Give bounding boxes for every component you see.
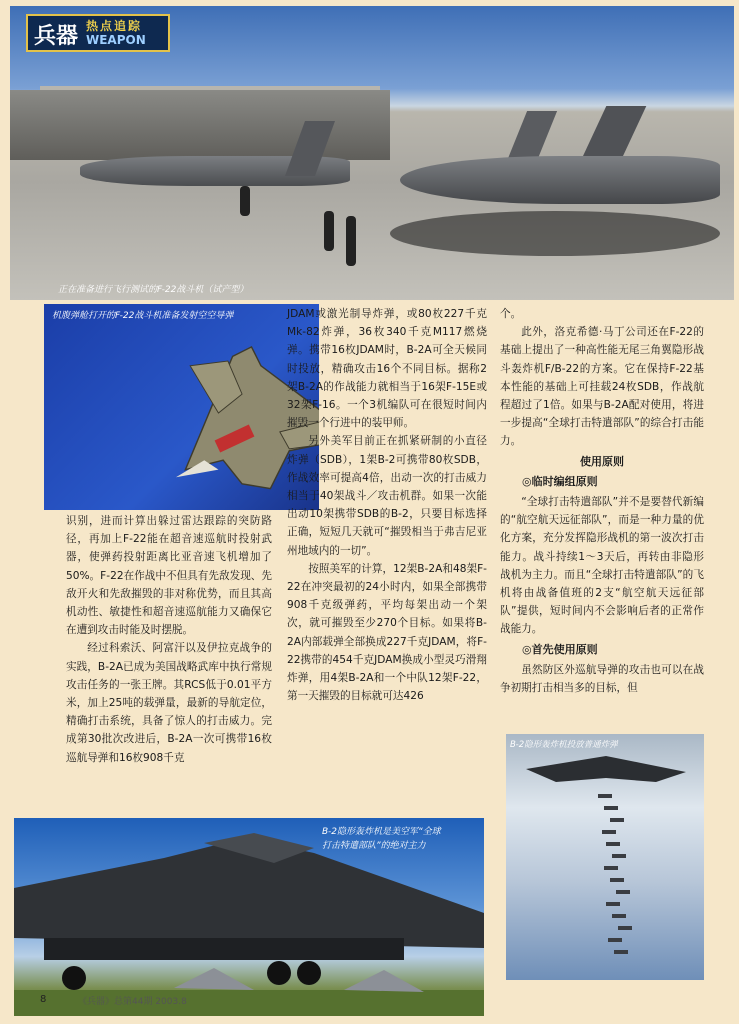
mid-photo-f22-weapons-bay	[44, 304, 319, 510]
section-tag	[26, 14, 170, 52]
bombing-photo-caption: B-2隐形轰炸机投放普通炸弹	[510, 740, 618, 750]
ground-crew-person	[346, 216, 356, 266]
section-tag-main: 兵器	[34, 24, 79, 49]
subsection-heading: ◎临时编组原则	[522, 474, 598, 488]
article-column-2	[287, 305, 487, 705]
subsection-heading: ◎首先使用原则	[522, 642, 598, 656]
f22-topview-illustration	[84, 328, 319, 498]
ground-crew-person	[240, 186, 250, 216]
paragraph: 此外，洛克希德·马丁公司还在F-22的基础上提出了一种高性能无尾三角翼隐形战斗轰炸机F/B-22的方案。它在保持F-22基本性能的基础上可挂载24枚SDB，作战航程超过了1倍。如果与B-2A配对使用，将进一步提高“全球打击特遣部队”的综合打击能力。	[500, 326, 704, 448]
paragraph: “全球打击特遣部队”并不是要替代新编的“航空航天远征部队”，而是一种力量的优化方案，充分发挥隐形战机的第一波次打击能力。战斗持续1～3天后，再转由非隐形战机为主力。而且“全球打击特遣部队”的飞机将由战备值班的2支“航空航天远征部队”提供，短时间内不会影响后者的正常作战能力。	[500, 496, 704, 636]
b2-photo-caption-line1: B-2隐形轰炸机是美空军“全球	[322, 827, 441, 837]
section-tag-sub: 热点追踪	[86, 19, 143, 33]
top-photo-caption: 正在准备进行飞行测试的F-22战斗机（试产型）	[58, 285, 249, 295]
b2-photo-caption-line2: 打击特遣部队”的绝对主力	[322, 841, 426, 851]
article-column-1	[66, 512, 272, 767]
paragraph: 识别，进而计算出躲过雷达跟踪的突防路径，再加上F-22能在超音速巡航时投射武器，使弹药投射距离比亚音速飞机增加了50%。F-22在作战中不但具有先敌发现、先敌开火和先敌摧毁的非对称优势，而且其高机动性、敏捷性和超音速巡航能力又确保它在遭到攻击时能及时摆脱。	[66, 515, 272, 637]
b2-dropping-bombs-illustration	[506, 734, 704, 980]
page-number: 8	[40, 994, 47, 1005]
section-heading: 使用原则	[580, 454, 624, 468]
article-column-3	[500, 305, 704, 697]
paragraph: 虽然防区外巡航导弹的攻击也可以在战争初期打击相当多的目标，但	[500, 663, 704, 695]
paragraph: 个。	[500, 308, 522, 320]
paragraph: 另外美军目前正在抓紧研制的小直径炸弹（SDB），1架B-2可携带80枚SDB，作战效率可提高4倍，出动一次的打击威力相当于40架战斗／攻击机群。如果一次能出动10架携带SDB的B-2，只要目标选择正确，短短几天就可“摧毁相当于弗吉尼亚州地域内的一切”。	[287, 435, 487, 557]
section-tag-en: WEAPON	[86, 33, 146, 47]
paragraph: JDAM或激光制导炸弹，或80枚227千克Mk-82炸弹，36枚340千克M117燃烧弹。携带16枚JDAM时，B-2A可全天候同时投放，精确攻击16个不同目标。据称2架B-2A的作战能力就相当于16架F-15E或32架F-16。一个3机编队可在很短时间内摧毁一个行进中的装甲师。	[287, 308, 487, 430]
paragraph: 经过科索沃、阿富汗以及伊拉克战争的实践，B-2A已成为美国战略武库中执行常规攻击任务的一张王牌。其RCS低于0.01平方米，加上25吨的载弹量，最新的导航定位，精确打击系统，具备了惊人的打击威力。完成第30批次改进后，B-2A一次可携带16枚巡航导弹和16枚908千克	[66, 642, 272, 764]
ground-crew-person	[324, 211, 334, 251]
mid-photo-caption: 机腹弹舱打开的F-22战斗机准备发射空空导弹	[52, 311, 234, 321]
jet-shadow	[390, 211, 720, 256]
b2-bombing-photo	[506, 734, 704, 980]
f22-jet-right	[400, 156, 720, 204]
paragraph: 按照美军的计算，12架B-2A和48架F-22在冲突最初的24小时内，如果全部携带908千克级弹药，平均每架出动一个架次，就可摧毁至少270个目标。如果将B-2A内部载弹全部换成227千克JDAM，将F-22携带的454千克JDAM换成小型灵巧滑翔炸弹，用4架B-2A和一个中队12架F-22，第一天摧毁的目标就可达426	[287, 562, 487, 703]
magazine-issue: 《兵器》总第44期 2003.8	[78, 997, 187, 1007]
